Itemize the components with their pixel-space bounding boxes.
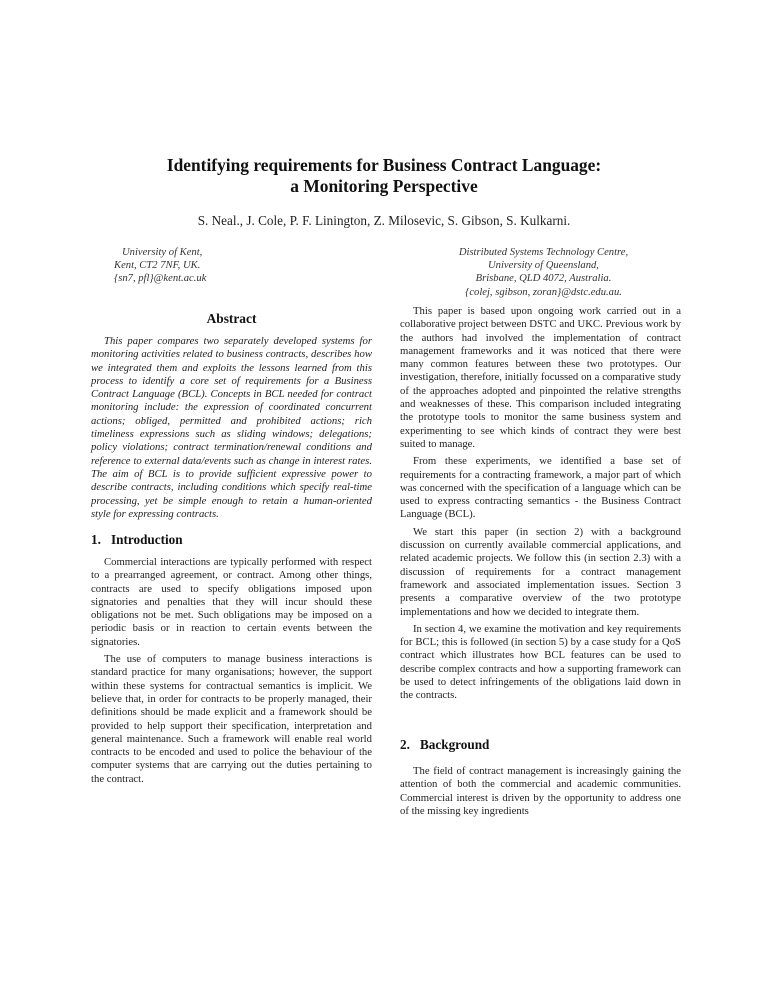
abstract-body — [91, 335, 372, 525]
paragraph: We start this paper (in section 2) with a background discussion on currently available commercial applications, and related academic projects. We follow this (in section 2.3) with a discussion of requirements for a contract management framework and associated implementation issues. Section 3 presents a comparative overview of the two prototype implementations and how we decided to integrate them. — [400, 525, 681, 618]
paragraph: In section 4, we examine the motivation and key requirements for BCL; this is followed (in section 5) by a case study for a QoS contract which illustrates how BCL features can be used to describe complex contracts and how a supporting framework can be used to detect infringements of the obligations laid down in the contracts. — [400, 622, 681, 702]
title-line-1: Identifying requirements for Business Contract Language: — [166, 155, 602, 175]
affiliation-kent — [114, 246, 206, 286]
affiliation-dstc — [400, 246, 687, 299]
paragraph: This paper is based upon ongoing work carried out in a collaborative project between DSTC and UKC. Previous work by the authors had involved the implementation of contract management frameworks and it was noticed that there were many common features between these two prototypes. Our investigation, therefore, initially focussed on a comparative study of the approaches adopted and pinpointed the relative strengths and weaknesses of these. This comparison included integrating the prototype tools to monitor the same business system and experimenting to see which kinds of contract they were best suited to manage. — [400, 305, 681, 450]
paragraph: Commercial interactions are typically performed with respect to a prearranged agreement, or contract. Among other things, contracts are used to specify obligations imposed upon signatories and penalties that they will incur should these obligations not be met. Such obligations may be imposed on a periodic basis or in reaction to certain events between the signatories. — [91, 556, 372, 648]
paper-title — [0, 155, 768, 197]
affiliation-line: University of Queensland, — [488, 260, 599, 272]
author-list: S. Neal., J. Cole, P. F. Linington, Z. Milosevic, S. Gibson, S. Kulkarni. — [197, 213, 571, 228]
affiliation-email: {sn7, pfl}@kent.ac.uk — [114, 273, 207, 285]
affiliation-line: University of Kent, — [122, 247, 203, 258]
paragraph: From these experiments, we identified a base set of requirements for a contracting framework, a major part of which was concerned with the specification of a language which can be used to express contracting semantics - the Business Contract Language (BCL). — [400, 455, 681, 521]
section-heading-background — [400, 737, 489, 753]
paragraph: The field of contract management is increasingly gaining the attention of both the commercial and academic communities. Commercial interest is driven by the opportunity to address one of the missing key ingredients — [400, 765, 681, 817]
affiliation-line: Brisbane, QLD 4072, Australia. — [475, 273, 612, 285]
affiliation-line: Distributed Systems Technology Centre, — [458, 247, 629, 258]
section-heading-introduction — [91, 532, 183, 548]
affiliation-email: {colej, sgibson, zoran}@dstc.edu.au. — [465, 286, 622, 298]
abstract-text: This paper compares two separately developed systems for monitoring activities related to business contracts, describes how we integrated them and exploits the lessons learned from this process to identify a core set of requirements for a Business Contract Language (BCL). Concepts in BCL needed for contract monitoring include: the expression of coordinated concurrent actions; obliged, permitted and prohibited actions; rich timeliness expressions such as sliding windows; delegations; policy violations; contract termination/renewal conditions and reference to external data/events such as change in interest rates. The aim of BCL is to provide sufficient expressive power to describe contracts, including conditions which specify real-time processing, yet be simple enough to retain a human-oriented style for expressing contracts. — [91, 335, 372, 520]
section-number: 2. — [400, 737, 410, 752]
title-line-2: a Monitoring Perspective — [290, 176, 478, 196]
affiliation-line: Kent, CT2 7NF, UK. — [114, 260, 201, 272]
background-body — [400, 765, 681, 822]
introduction-body — [91, 556, 372, 790]
paragraph: The use of computers to manage business interactions is standard practice for many organisations; however, the support within these systems for contractual semantics is implicit. We believe that, in order for contracts to be properly managed, their definitions should be made explicit and a framework should be provided to help support their specification, interpretation and general maintenance. Such a framework will enable real world contracts to be encoded and used to police the behaviour of the computer systems that are carrying out the duties pertaining to the contract. — [91, 653, 372, 785]
abstract-heading: Abstract — [206, 311, 257, 326]
section-title: Introduction — [111, 532, 183, 547]
section-title: Background — [420, 737, 490, 752]
introduction-continued-body — [400, 305, 681, 707]
section-number: 1. — [91, 532, 101, 547]
